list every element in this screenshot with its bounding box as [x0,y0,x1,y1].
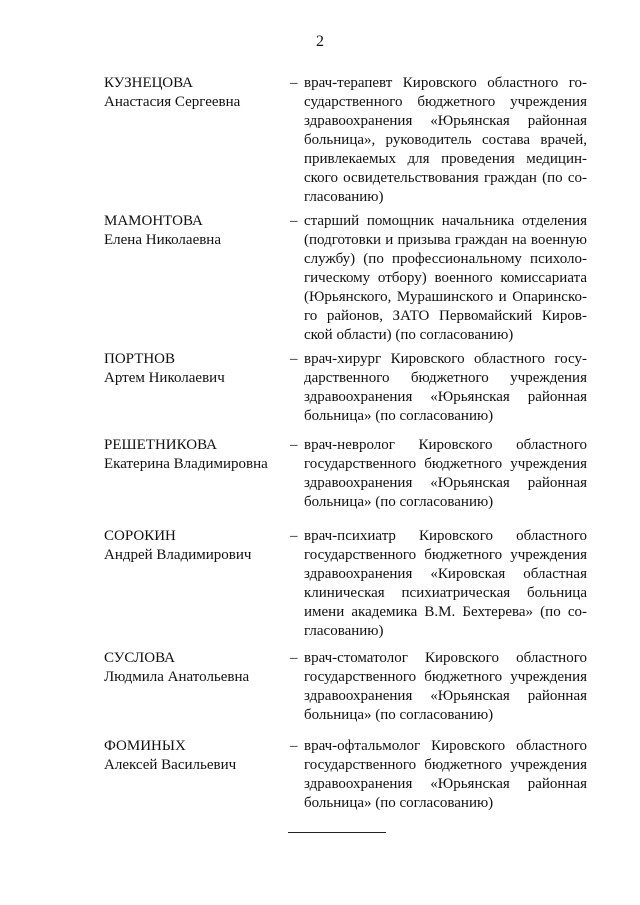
description-line: службу) (по профессиональному психоло- [304,251,587,267]
member-description [304,436,587,512]
entry-dash: – [290,738,298,754]
member-surname: ФОМИНЫХ [104,738,186,754]
description-line: старший помощник начальника отделения [304,213,587,229]
member-name [104,350,284,388]
description-line: клиническая психиатрическая больница [304,585,587,601]
member-name [104,737,284,775]
member-surname: СУСЛОВА [104,650,175,666]
description-line: государственного бюджетного учреждения [304,547,587,563]
entry-dash: – [290,75,298,91]
member-description [304,527,587,641]
description-line: го районов, ЗАТО Первомайский Киров- [304,308,587,324]
member-name [104,212,284,250]
description-line: гласованию) [304,623,384,639]
description-line: дарственного бюджетного учреждения [304,370,587,386]
member-description [304,737,587,813]
entry-dash: – [290,213,298,229]
member-name [104,527,284,565]
member-given-names: Елена Николаевна [104,232,221,248]
entry-dash: – [290,528,298,544]
member-given-names: Алексей Васильевич [104,757,237,773]
end-separator-line [288,832,386,833]
description-line: врач-офтальмолог Кировского областного [304,738,587,754]
description-line: врач-психиатр Кировского областного [304,528,587,544]
member-given-names: Андрей Владимирович [104,547,252,563]
description-line: гическому отбору) военного комиссариата [304,270,587,286]
member-name [104,649,284,687]
member-description [304,74,587,207]
member-surname: РЕШЕТНИКОВА [104,437,217,453]
member-description [304,649,587,725]
description-line: врач-стоматолог Кировского областного [304,650,587,666]
member-name [104,74,284,112]
member-given-names: Артем Николаевич [104,370,225,386]
entry-dash: – [290,650,298,666]
description-line: привлекаемых для проведения медицин- [304,151,587,167]
description-line: (подготовки и призыва граждан на военную [304,232,587,248]
description-line: здравоохранения «Юрьянская районная [304,113,587,129]
member-description [304,350,587,426]
description-line: здравоохранения «Юрьянская районная [304,475,587,491]
description-line: больница» (по согласованию) [304,408,494,424]
member-surname: МАМОНТОВА [104,213,203,229]
member-description [304,212,587,345]
description-line: здравоохранения «Кировская областная [304,566,587,582]
description-line: больница» (по согласованию) [304,795,494,811]
member-surname: ПОРТНОВ [104,351,176,367]
entry-dash: – [290,437,298,453]
member-name [104,436,284,474]
description-line: врач-терапевт Кировского областного го- [304,75,587,91]
description-line: больница» (по согласованию) [304,707,494,723]
member-given-names: Анастасия Сергеевна [104,94,241,110]
description-line: государственного бюджетного учреждения [304,757,587,773]
entry-dash: – [290,351,298,367]
page-number: 2 [316,33,324,50]
member-given-names: Людмила Анатольевна [104,669,250,685]
description-line: здравоохранения «Юрьянская районная [304,776,587,792]
description-line: здравоохранения «Юрьянская районная [304,688,587,704]
description-line: государственного бюджетного учреждения [304,669,587,685]
description-line: имени академика В.М. Бехтерева» (по со- [304,604,587,620]
description-line: сударственного бюджетного учреждения [304,94,587,110]
description-line: врач-невролог Кировского областного [304,437,587,453]
description-line: гласованию) [304,189,384,205]
description-line: ского освидетельствования граждан (по со- [304,170,587,186]
member-given-names: Екатерина Владимировна [104,456,268,472]
member-surname: КУЗНЕЦОВА [104,75,193,91]
description-line: врач-хирург Кировского областного госу- [304,351,587,367]
description-line: (Юрьянского, Мурашинского и Опаринско- [304,289,587,305]
description-line: больница», руководитель состава врачей, [304,132,587,148]
member-surname: СОРОКИН [104,528,176,544]
description-line: государственного бюджетного учреждения [304,456,587,472]
description-line: здравоохранения «Юрьянская районная [304,389,587,405]
description-line: больница» (по согласованию) [304,494,494,510]
description-line: ской области) (по согласованию) [304,327,514,343]
